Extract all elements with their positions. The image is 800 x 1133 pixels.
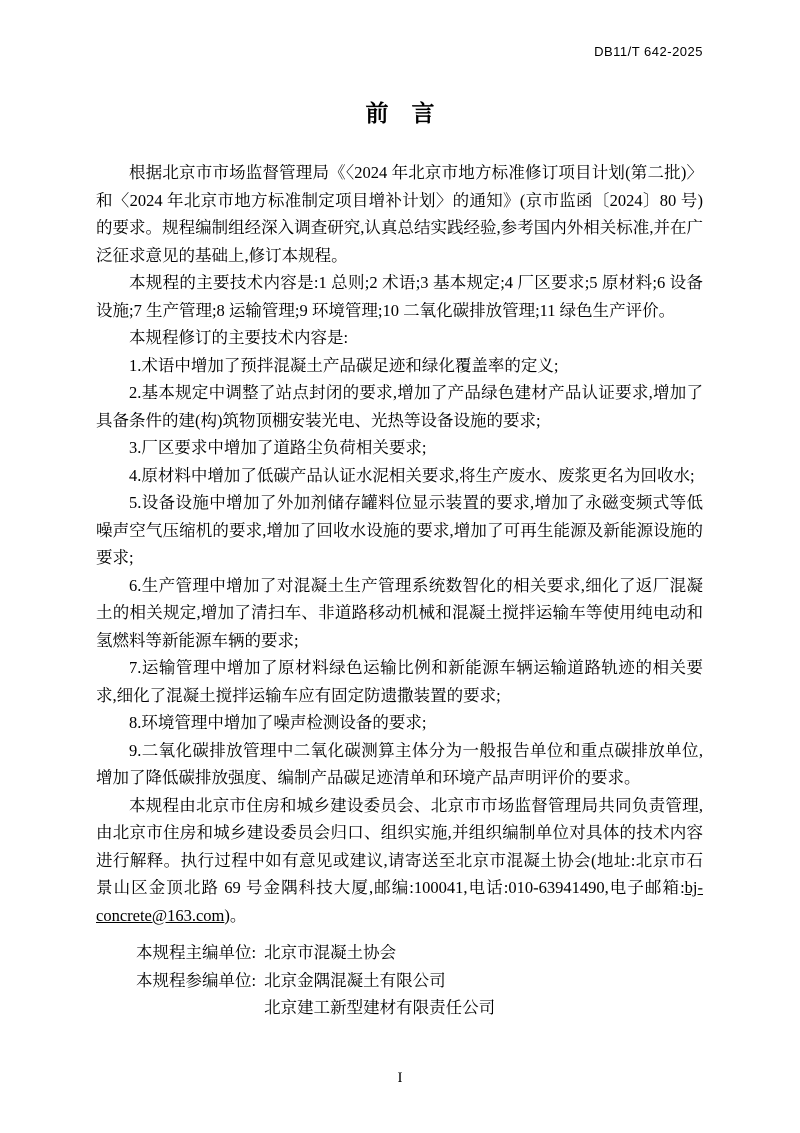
revision-item-2: 2.基本规定中调整了站点封闭的要求,增加了产品绿色建材产品认证要求,增加了具备条件的建(构)筑物顶棚安装光电、光热等设备设施的要求; [96, 383, 703, 430]
standard-code: DB11/T 642-2025 [594, 44, 703, 59]
revision-item-5: 5.设备设施中增加了外加剂储存罐料位显示装置的要求,增加了永磁变频式等低噪声空气压缩机的要求,增加了回收水设施的要求,增加了可再生能源及新能源设施的要求; [96, 493, 703, 567]
revision-item-9: 9.二氧化碳排放管理中二氧化碳测算主体分为一般报告单位和重点碳排放单位,增加了降低碳排放强度、编制产品碳足迹清单和环境产品声明评价的要求。 [96, 740, 703, 787]
revision-item-6: 6.生产管理中增加了对混凝土生产管理系统数智化的相关要求,细化了返厂混凝土的相关规定,增加了清扫车、非道路移动机械和混凝土搅拌运输车等使用纯电动和氢燃料等新能源车辆的要求; [96, 575, 703, 650]
foreword-paragraph-contents: 本规程的主要技术内容是:1 总则;2 术语;3 基本规定;4 厂区要求;5 原材料;6 设备设施;7 生产管理;8 运输管理;9 环境管理;10 二氧化碳排放管理;11 绿色生产评价。 [96, 273, 703, 320]
management-paragraph [96, 792, 703, 930]
management-text-before: 本规程由北京市住房和城乡建设委员会、北京市市场监督管理局共同负责管理,由北京市住房和城乡建设委员会归口、组织实施,并组织编制单位对具体的技术内容进行解释。执行过程中如有意见或建议,请寄送至北京市混凝土协会(地址:北京市石景山区金顶北路 69 号金隅科技大厦,邮编:100041,电话:010-63941490,电子邮箱: [96, 795, 703, 897]
foreword-body [96, 159, 703, 1022]
revision-item-8: 8.环境管理中增加了噪声检测设备的要求; [129, 713, 427, 732]
chief-editor-line [136, 939, 703, 967]
participating-editor-name: 北京金隅混凝土有限公司 [264, 970, 446, 990]
participating-editor-name: 北京建工新型建材有限责任公司 [264, 998, 496, 1017]
foreword-paragraph-revision-intro: 本规程修订的主要技术内容是: [129, 328, 349, 347]
revision-item-3: 3.厂区要求中增加了道路尘负荷相关要求; [129, 438, 427, 457]
page-title: 前 言 [365, 101, 435, 126]
page-number: I [397, 1070, 403, 1086]
chief-editor-label: 本规程主编单位: [136, 943, 257, 962]
revision-item-7: 7.运输管理中增加了原材料绿色运输比例和新能源车辆运输道路轨迹的相关要求,细化了混凝土搅拌运输车应有固定防遗撒装置的要求; [96, 658, 703, 705]
management-text-after: )。 [224, 905, 247, 925]
participating-editors-line [136, 967, 703, 1022]
editor-units [96, 939, 703, 1022]
participating-editor-names [264, 967, 495, 1022]
chief-editor-name: 北京市混凝土协会 [264, 943, 397, 962]
revision-item-4: 4.原材料中增加了低碳产品认证水泥相关要求,将生产废水、废浆更名为回收水; [129, 465, 695, 485]
foreword-paragraph-basis: 根据北京市市场监督管理局《〈2024 年北京市地方标准修订项目计划(第二批)〉和〈2024 年北京市地方标准制定项目增补计划〉的通知》(京市监函〔2024〕80 号)的要求。规程编制组经深入调查研究,认真总结实践经验,参考国内外相关标准,并在广泛征求意见的基础上,修订本规程。 [96, 163, 703, 265]
email-link[interactable]: bj-concrete@163.com [96, 878, 703, 925]
participating-editors-label: 本规程参编单位: [136, 970, 257, 990]
revision-item-1: 1.术语中增加了预拌混凝土产品碳足迹和绿化覆盖率的定义; [129, 355, 559, 375]
